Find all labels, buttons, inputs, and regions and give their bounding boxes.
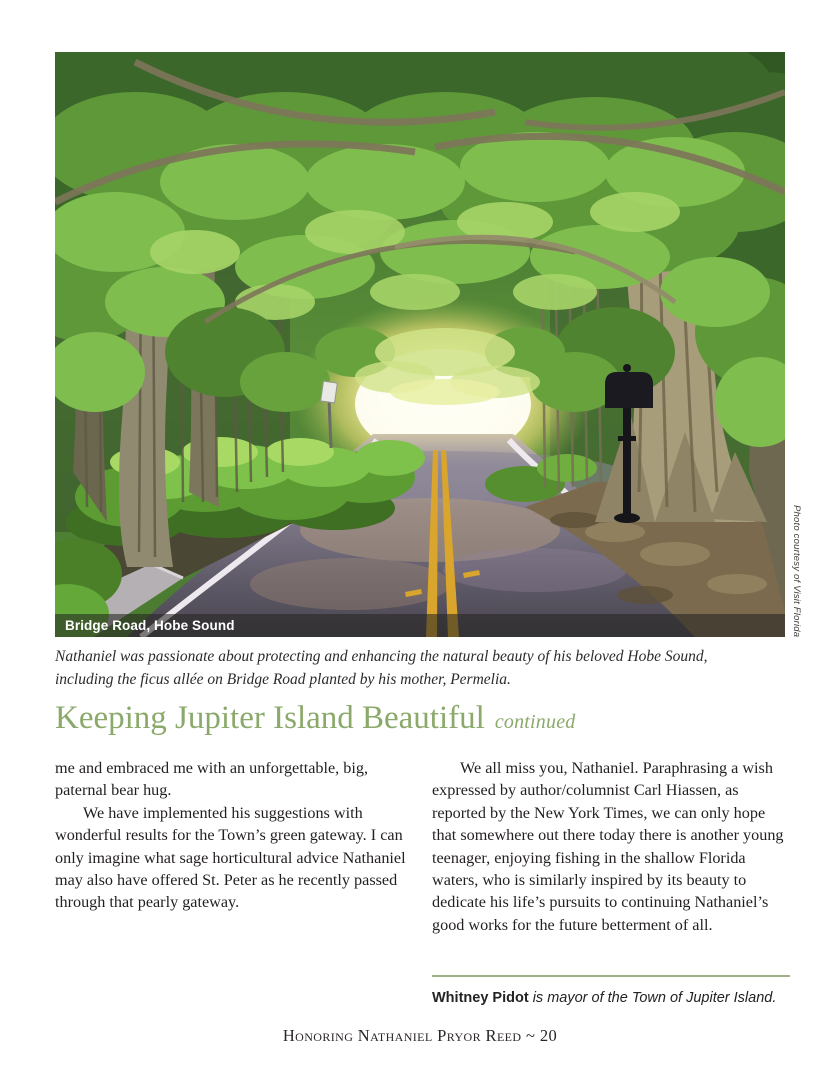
article-title-continued: continued [494, 711, 576, 733]
byline [432, 975, 790, 1006]
bridge-road-photo [55, 52, 802, 637]
photo-credit-vertical: Photo courtesy of Visit Florida [791, 504, 802, 637]
article-title [55, 700, 795, 737]
photo-location-bar [55, 614, 785, 637]
column-left [55, 757, 413, 914]
byline-author-name: Whitney Pidot [432, 990, 529, 1006]
paragraph: We all miss you, Nathaniel. Paraphrasing a wish expressed by author/columnist Carl Hiassen, as reported by the New York Times, we can only hope that somewhere out there today there is another young teenager, enjoying fishing in the shallow Florida waters, who is similarly inspired by its beauty to dedicate his life’s pursuits to continuing Nathaniel’s good works for the future betterment of all. [432, 759, 784, 934]
article-title-text: Keeping Jupiter Island Beautiful [55, 700, 485, 736]
photo-location-label: Bridge Road, Hobe Sound [65, 618, 235, 633]
photo-caption: Nathaniel was passionate about protecting and enhancing the natural beauty of his beloved Hobe Sound, including the ficus allée on Bridge Road planted by his mother, Permelia. [55, 648, 708, 688]
paragraph: We have implemented his suggestions with wonderful results for the Town’s green gateway. I can only imagine what sage horticultural advice Nathaniel may also have offered St. Peter as he recently passed through that pearly gateway. [55, 803, 406, 912]
page-number-footer: Honoring Nathaniel Pryor Reed ~ 20 [282, 1026, 558, 1045]
byline-description: is mayor of the Town of Jupiter Island. [528, 990, 777, 1006]
tree-tunnel-illustration [55, 52, 785, 637]
column-right [432, 757, 792, 936]
paragraph: me and embraced me with an unforgettable, big, paternal bear hug. [55, 759, 369, 800]
